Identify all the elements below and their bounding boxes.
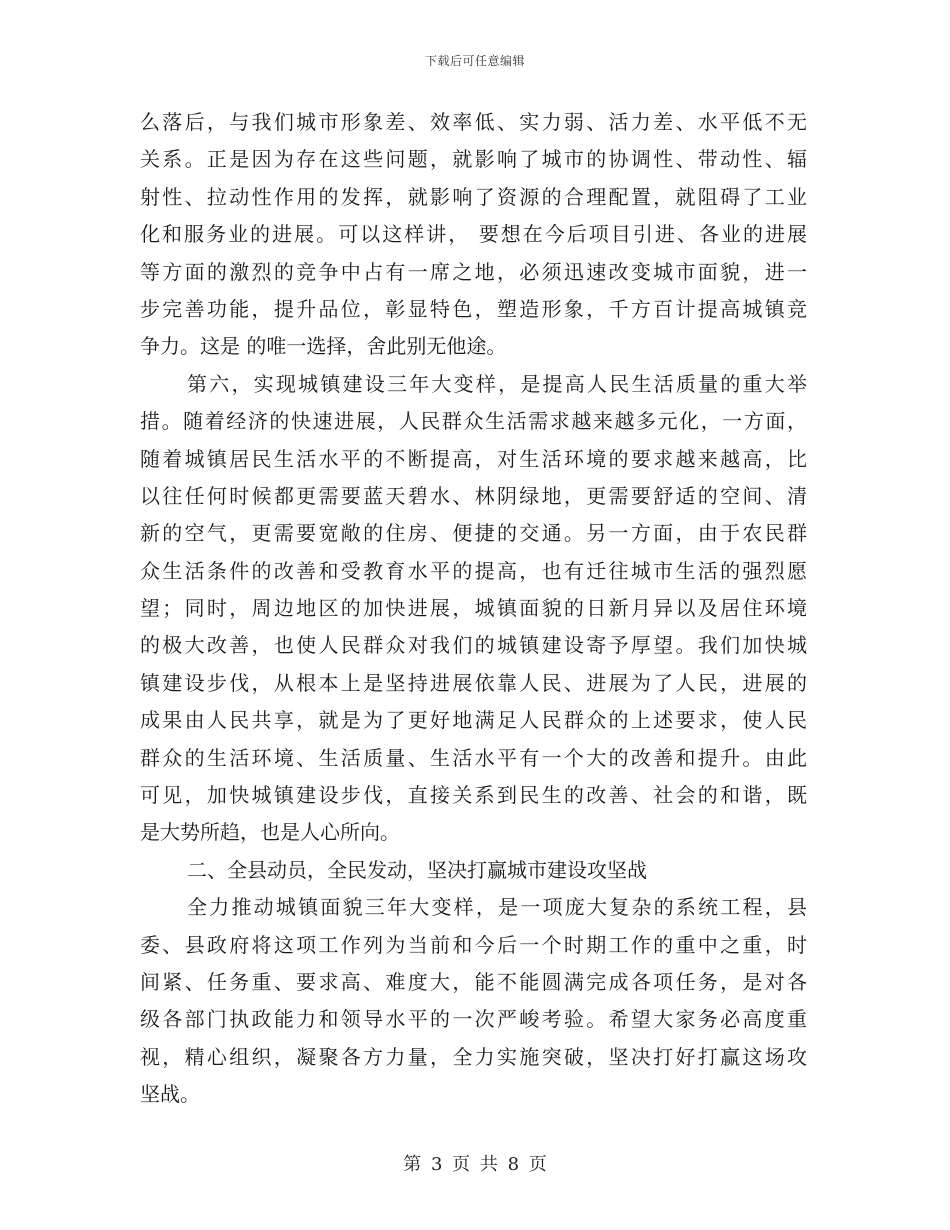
text-line: 间紧、任务重、要求高、难度大，能不能圆满完成各项任务，是对各 <box>140 969 807 994</box>
text-line: 射性、拉动性作用的发挥，就影响了资源的合理配置，就阻碍了工业 <box>140 184 807 209</box>
text-line: 视，精心组织，凝聚各方力量，全力实施突破，坚决打好打赢这场攻 <box>140 1044 807 1069</box>
text-line: 可见，加快城镇建设步伐，直接关系到民生的改善、社会的和谐，既 <box>140 783 807 808</box>
text-line: 关系。正是因为存在这些问题，就影响了城市的协调性、带动性、辐 <box>140 147 807 172</box>
text-line: 新的空气，更需要宽敞的住房、便捷的交通。另一方面，由于农民群 <box>140 521 807 546</box>
text-line: 措。随着经济的快速进展，人民群众生活需求越来越多元化，一方面， <box>140 409 807 434</box>
page-footer: 第 3 页 共 8 页 <box>403 1154 547 1175</box>
text-line: 化和服务业的进展。可以这样讲， 要想在今后项目引进、各业的进展 <box>140 222 807 247</box>
text-line: 随着城镇居民生活水平的不断提高，对生活环境的要求越来越高，比 <box>140 446 807 471</box>
paragraph-first-line: 全力推动城镇面貌三年大变样，是一项庞大复杂的系统工程，县 <box>187 895 807 920</box>
paragraph-first-line: 第六，实现城镇建设三年大变样，是提高人民生活质量的重大举 <box>187 371 807 396</box>
text-line: 等方面的激烈的竞争中占有一席之地，必须迅速改变城市面貌，进一 <box>140 259 807 284</box>
text-line: 以往任何时候都更需要蓝天碧水、林阴绿地，更需要舒适的空间、清 <box>140 483 807 508</box>
body-text <box>140 104 807 1114</box>
section-heading: 二、全县动员，全民发动，坚决打赢城市建设攻坚战 <box>187 857 647 882</box>
text-line: 级各部门执政能力和领导水平的一次严峻考验。希望大家务必高度重 <box>140 1007 807 1032</box>
text-line: 望；同时，周边地区的加快进展，城镇面貌的日新月异以及居住环境 <box>140 596 807 621</box>
text-line: 成果由人民共享，就是为了更好地满足人民群众的上述要求，使人民 <box>140 708 807 733</box>
text-line: 委、县政府将这项工作列为当前和今后一个时期工作的重中之重，时 <box>140 932 807 957</box>
text-line: 镇建设步伐，从根本上是坚持进展依靠人民、进展为了人民，进展的 <box>140 670 807 695</box>
text-line: 是大势所趋，也是人心所向。 <box>140 820 400 845</box>
text-line: 群众的生活环境、生活质量、生活水平有一个大的改善和提升。由此 <box>140 745 807 770</box>
text-line: 步完善功能，提升品位，彰显特色，塑造形象，千方百计提高城镇竞 <box>140 296 807 321</box>
page-header: 下载后可任意编辑 <box>424 54 525 68</box>
text-line: 的极大改善，也使人民群众对我们的城镇建设寄予厚望。我们加快城 <box>140 633 807 658</box>
text-line: 争力。这是 的唯一选择，舍此别无他途。 <box>140 334 507 359</box>
text-line: 众生活条件的改善和受教育水平的提高，也有迁往城市生活的强烈愿 <box>140 558 807 583</box>
text-line: 坚战。 <box>140 1082 200 1107</box>
text-line: 么落后，与我们城市形象差、效率低、实力弱、活力差、水平低不无 <box>140 110 807 134</box>
